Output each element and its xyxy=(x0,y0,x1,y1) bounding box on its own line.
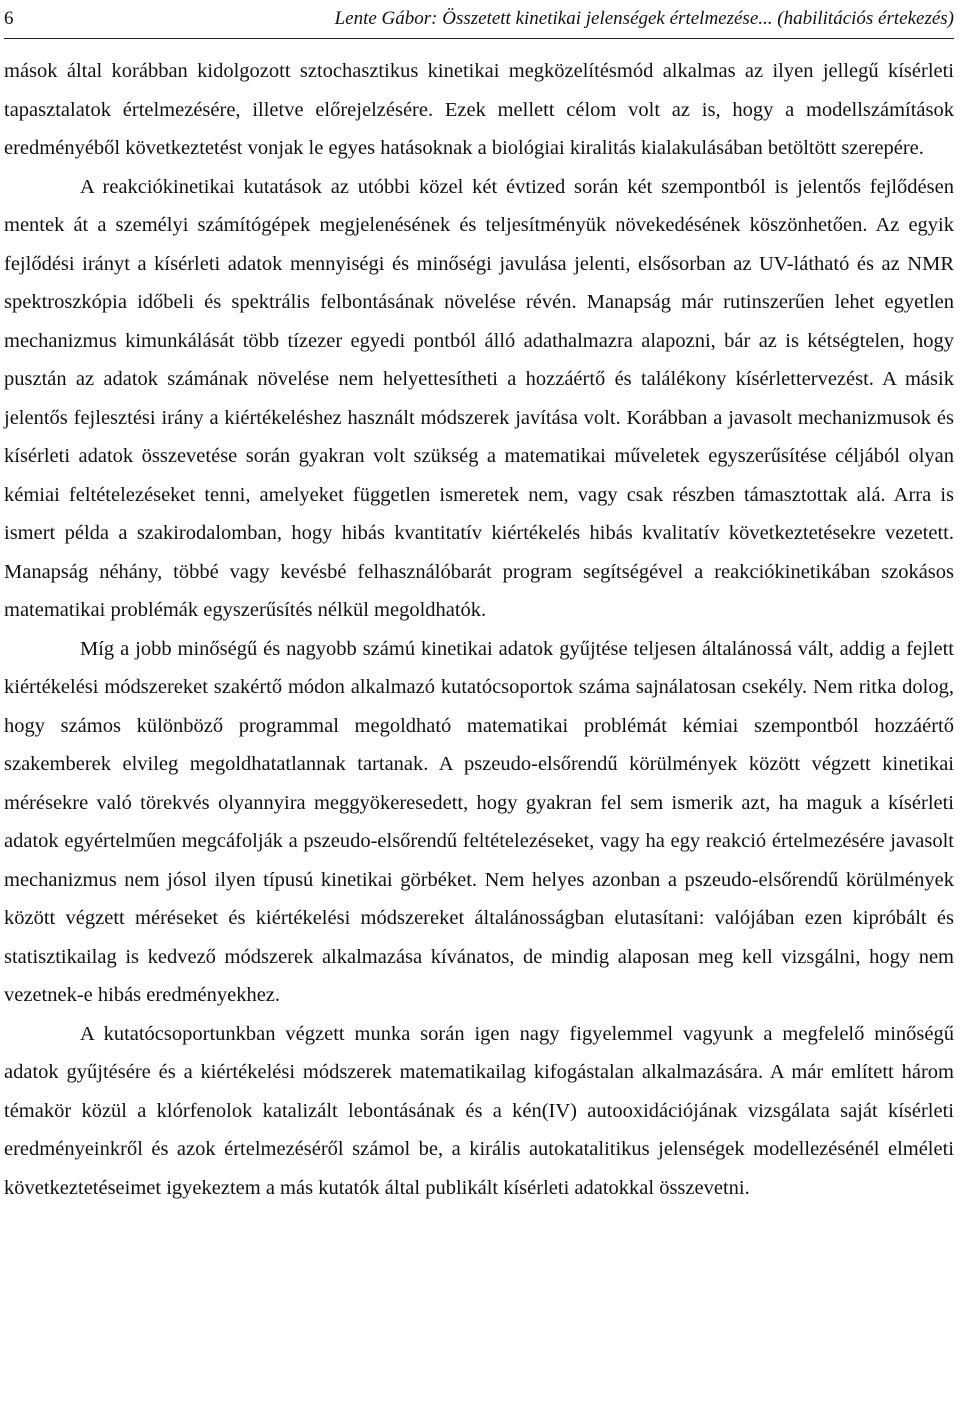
paragraph-continuation: mások által korábban kidolgozott sztochasztikus kinetikai megközelítésmód alkalmas az ilyen jellegű kísérleti tapasztalatok értelmezésére, illetve előrejelzésére. Ezek mellett célom volt az is, hogy a modellszámítások eredményéből következtetést vonjak le egyes hatásoknak a biológiai kiralitás kialakulásában betöltött szerepére. xyxy=(4,60,954,159)
paragraph-reaction-kinetics: A reakciókinetikai kutatások az utóbbi közel két évtized során két szempontból is jelentős fejlődésen mentek át a személyi számítógépek megjelenésének és teljesítményük növekedésének köszönhetően. Az egyik fejlődési irányt a kísérleti adatok mennyiségi és minőségi javulása jelenti, elsősorban az UV-látható és az NMR spektroszkópia időbeli és spektrális felbontásának növelése révén. Manapság már rutinszerűen lehet egyetlen mechanizmus kimunkálását több tízezer egyedi pontból álló adathalmazra alapozni, bár az is kétségtelen, hogy pusztán az adatok számának növelése nem helyettesítheti a hozzáértő és találékony kísérlettervezést. A másik jelentős fejlesztési irány a kiértékeléshez használt módszerek javítása volt. Korábban a javasolt mechanizmusok és kísérleti adatok összevetése során gyakran volt szükség a matematikai műveletek egyszerűsítése céljából olyan kémiai feltételezéseket tenni, amelyeket független ismeretek nem, vagy csak részben támasztottak alá. Arra is ismert példa a szakirodalomban, hogy hibás kvantitatív kiértékelés hibás kvalitatív következtetésekre vezetett. Manapság néhány, többé vagy kevésbé felhasználóbarát program segítségével a reakciókinetikában szokásos matematikai problémák egyszerűsítés nélkül megoldhatók. xyxy=(4,175,954,621)
paragraph-evaluation-methods: Míg a jobb minőségű és nagyobb számú kinetikai adatok gyűjtése teljesen általánossá vált, addig a fejlett kiértékelési módszereket szakértő módon alkalmazó kutatócsoportok száma sajnálatosan csekély. Nem ritka dolog, hogy számos különböző programmal megoldható matematikai problémát kémiai szempontból hozzáértő szakemberek elvileg megoldhatatlannak tartanak. A pszeudo-elsőrendű körülmények között végzett kinetikai mérésekre való törekvés olyannyira meggyökeresedett, hogy gyakran fel sem ismerik azt, ha maguk a kísérleti adatok egyértelműen megcáfolják a pszeudo-elsőrendű feltételezéseket, vagy ha egy reakció értelmezésére javasolt mechanizmus nem jósol ilyen típusú kinetikai görbéket. Nem helyes azonban a pszeudo-elsőrendű körülmények között végzett méréseket és kiértékelési módszereket általánosságban elutasítani: valójában ezen kipróbált és statisztikailag is kedvező módszerek alkalmazása kívánatos, de mindig alaposan meg kell vizsgálni, hogy nem vezetnek-e hibás eredményekhez. xyxy=(4,637,954,1006)
paragraph-research-group: A kutatócsoportunkban végzett munka során igen nagy figyelemmel vagyunk a megfelelő minőségű adatok gyűjtésére és a kiértékelési módszerek matematikailag kifogástalan alkalmazására. A már említett három témakör közül a klórfenolok katalizált lebontásának és a kén(IV) autooxidációjának vizsgálata saját kísérleti eredményeinkről és azok értelmezéséről számol be, a királis autokatalitikus jelenségek modellezésénél elméleti következtetéseimet igyekeztem a más kutatók által publikált kísérleti adatokkal összevetni. xyxy=(4,1022,954,1199)
page-number: 6 xyxy=(4,8,14,29)
body-text xyxy=(4,52,954,1207)
page-header xyxy=(4,4,954,39)
running-title: Lente Gábor: Összetett kinetikai jelenségek értelmezése... (habilitációs értekezés) xyxy=(334,8,954,29)
